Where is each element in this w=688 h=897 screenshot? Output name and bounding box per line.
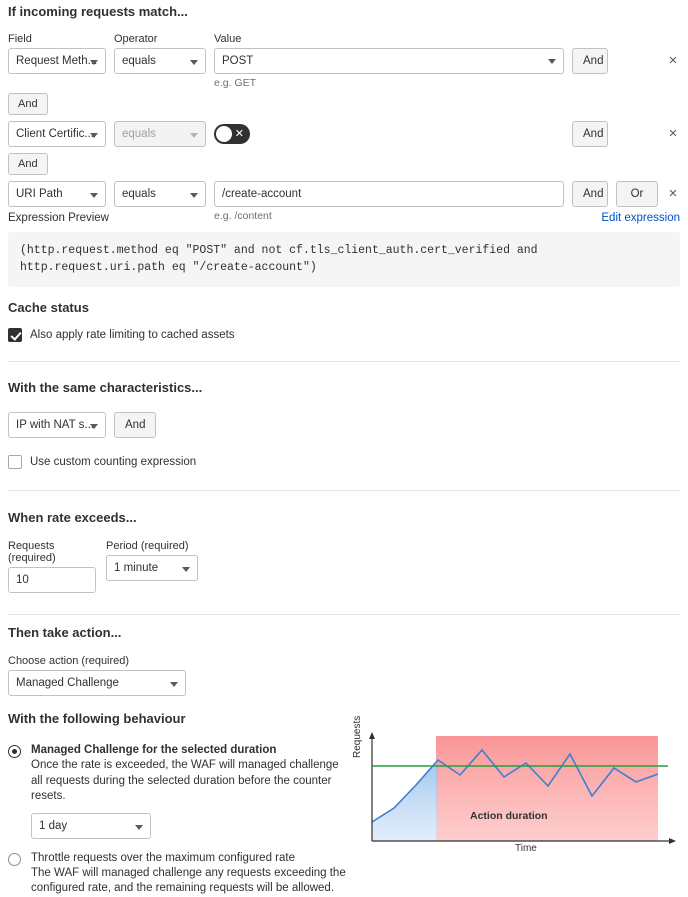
chart-y-axis-label: Requests xyxy=(352,715,363,758)
field-select-3[interactable]: URI Path xyxy=(8,181,106,207)
behaviour-section xyxy=(8,711,348,897)
operator-select-1[interactable]: equals xyxy=(114,48,206,74)
cert-verified-toggle[interactable] xyxy=(214,124,250,144)
behaviour-radio-1[interactable] xyxy=(8,745,21,758)
chevron-down-icon xyxy=(548,59,556,64)
remove-condition-3[interactable]: × xyxy=(668,185,678,202)
cached-assets-label: Also apply rate limiting to cached assets xyxy=(30,329,235,341)
connector-and-button-1[interactable]: And xyxy=(8,93,48,115)
behaviour-option-1[interactable] xyxy=(8,744,348,839)
chart-x-axis-label: Time xyxy=(515,843,537,854)
custom-counting-row xyxy=(8,455,680,469)
cached-assets-checkbox[interactable] xyxy=(8,328,22,342)
edit-expression-link[interactable]: Edit expression xyxy=(601,212,680,224)
rate-section xyxy=(8,510,680,593)
field-column-label: Field xyxy=(8,33,32,45)
value-column-label: Value xyxy=(214,33,242,45)
value-hint-3: e.g. /content xyxy=(214,210,272,222)
expression-preview-section xyxy=(8,212,680,287)
field-select-1[interactable]: Request Meth... xyxy=(8,48,106,74)
remove-condition-1[interactable]: × xyxy=(668,52,678,69)
action-title: Then take action... xyxy=(8,625,122,640)
connector-and-button-2[interactable]: And xyxy=(8,153,48,175)
and-button-2[interactable]: And xyxy=(572,121,608,147)
or-button-3[interactable]: Or xyxy=(616,181,658,207)
connector-and-1 xyxy=(8,93,680,115)
behaviour-option-1-title: Managed Challenge for the selected duration xyxy=(31,744,277,756)
requests-label: Requests (required) xyxy=(8,540,56,564)
rate-fields-row xyxy=(8,540,680,593)
rate-title: When rate exceeds... xyxy=(8,510,137,525)
characteristics-row xyxy=(8,412,680,438)
expression-preview-title: Expression Preview xyxy=(8,212,109,224)
toggle-off-icon: ✕ xyxy=(234,128,244,140)
match-section xyxy=(8,4,680,222)
connector-and-2 xyxy=(8,153,680,175)
toggle-knob xyxy=(216,126,232,142)
value-input-1[interactable] xyxy=(214,48,564,74)
custom-counting-checkbox[interactable] xyxy=(8,455,22,469)
operator-column-label: Operator xyxy=(114,33,158,45)
divider-1 xyxy=(8,361,680,362)
requests-input[interactable] xyxy=(8,567,96,593)
behaviour-option-1-desc: Once the rate is exceeded, the WAF will managed challenge all requests during the selected duration before the counter resets. xyxy=(31,759,339,803)
operator-select-2: equals xyxy=(114,121,206,147)
divider-3 xyxy=(8,614,680,615)
and-button-1[interactable]: And xyxy=(572,48,608,74)
remove-condition-2[interactable]: × xyxy=(668,125,678,142)
characteristic-select[interactable]: IP with NAT s... xyxy=(8,412,106,438)
condition-row-1 xyxy=(8,48,680,89)
custom-counting-label: Use custom counting expression xyxy=(30,456,197,468)
duration-select[interactable]: 1 day xyxy=(31,813,151,839)
behaviour-option-2[interactable] xyxy=(8,852,348,897)
behaviour-option-2-desc: The WAF will managed challenge any requests exceeding the configured rate, and the remaining requests will be allowed. xyxy=(31,866,346,895)
rate-limit-illustration-chart xyxy=(352,715,680,860)
cache-status-title: Cache status xyxy=(8,300,89,315)
characteristics-and-button[interactable]: And xyxy=(114,412,156,438)
match-section-title: If incoming requests match... xyxy=(8,4,188,19)
field-select-2[interactable]: Client Certific... xyxy=(8,121,106,147)
characteristics-title: With the same characteristics... xyxy=(8,380,203,395)
period-select[interactable]: 1 minute xyxy=(106,555,198,581)
match-column-headers xyxy=(8,33,680,48)
chart-action-duration-label: Action duration xyxy=(470,810,548,822)
characteristics-section xyxy=(8,380,680,469)
y-axis-arrow xyxy=(369,732,375,739)
cache-checkbox-row xyxy=(8,328,680,342)
choose-action-label: Choose action (required) xyxy=(8,655,130,667)
x-axis-arrow xyxy=(669,838,676,844)
cache-status-section xyxy=(8,300,680,342)
behaviour-option-2-title: Throttle requests over the maximum configured rate xyxy=(31,851,295,864)
divider-2 xyxy=(8,490,680,491)
value-input-3[interactable] xyxy=(214,181,564,207)
expression-preview-text: (http.request.method eq "POST" and not cf.tls_client_auth.cert_verified and http.request.uri.path eq "/create-account") xyxy=(8,232,680,287)
behaviour-title: With the following behaviour xyxy=(8,711,186,726)
condition-row-2 xyxy=(8,121,680,147)
value-hint-1: e.g. GET xyxy=(214,77,257,89)
action-select[interactable]: Managed Challenge xyxy=(8,670,186,696)
action-duration-band xyxy=(436,736,658,841)
period-label: Period (required) xyxy=(106,540,189,552)
operator-select-3[interactable]: equals xyxy=(114,181,206,207)
chart-svg xyxy=(360,730,680,860)
behaviour-radio-2[interactable] xyxy=(8,853,21,866)
and-button-3[interactable]: And xyxy=(572,181,608,207)
action-section xyxy=(8,625,680,696)
